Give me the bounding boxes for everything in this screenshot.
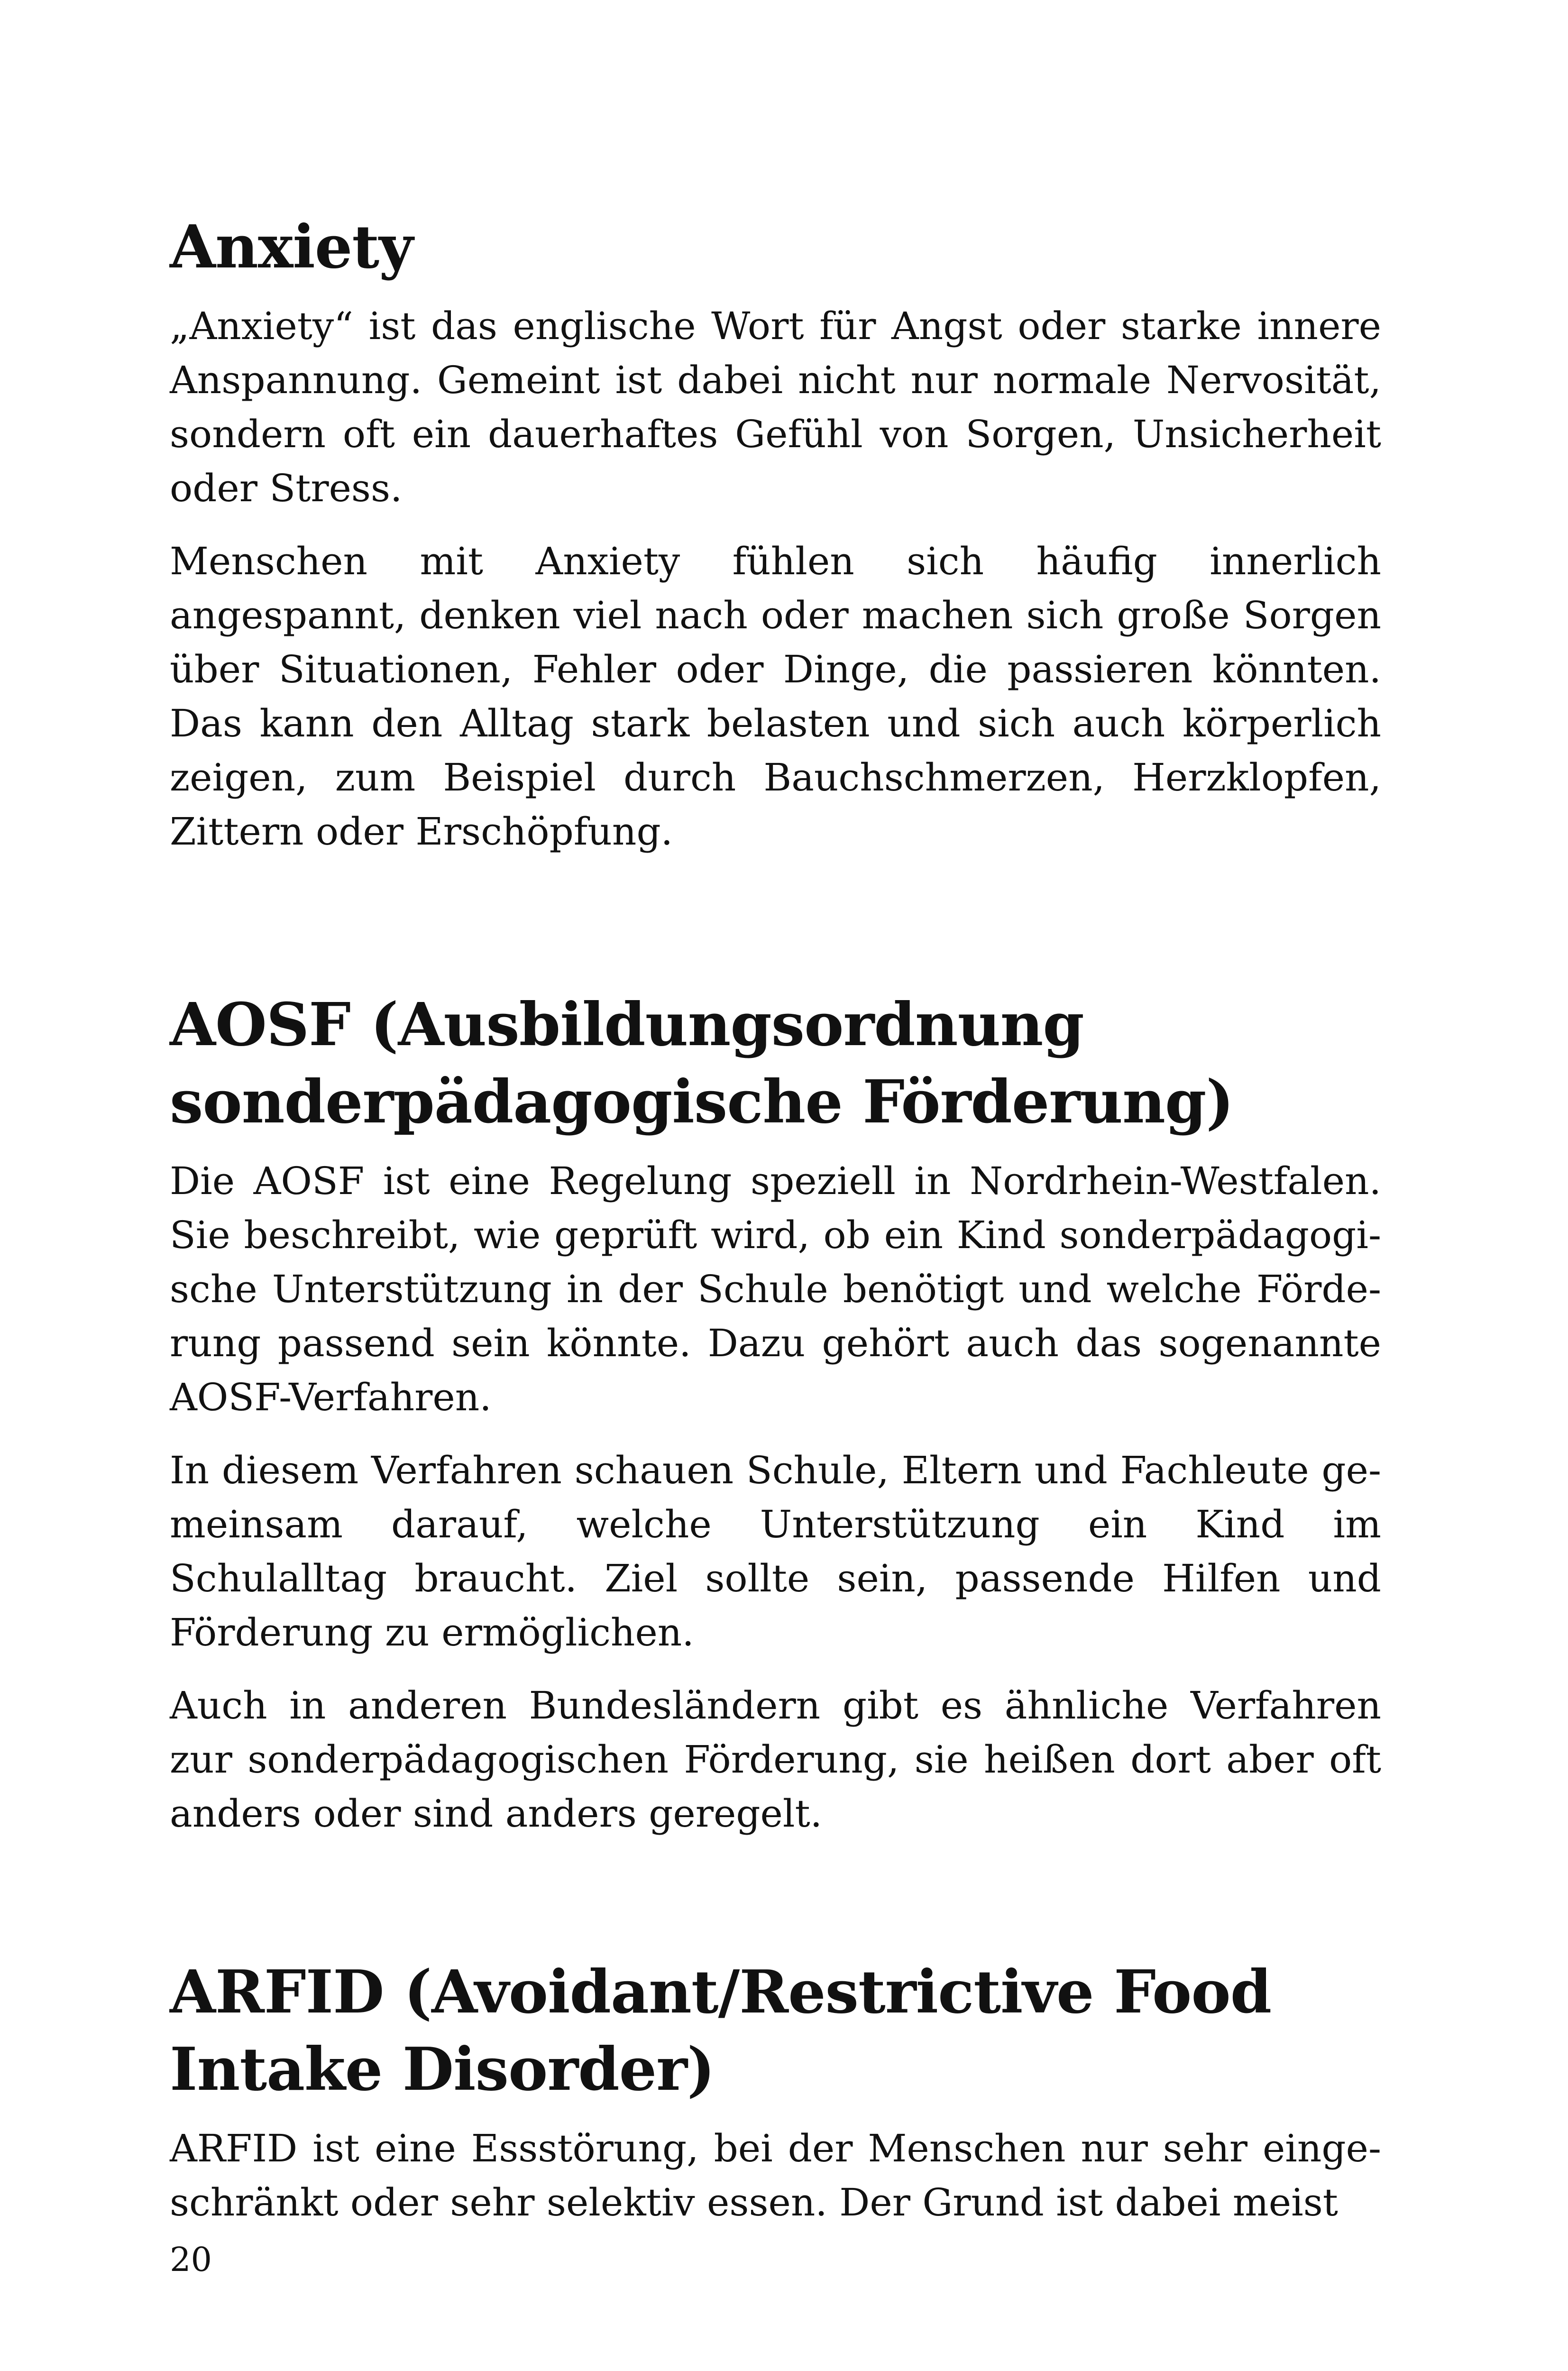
section-aosf (170, 986, 1381, 1860)
paragraph: Menschen mit Anxiety fühlen sich häufig innerlich angespannt, denken viel nach oder machen sich große Sorgen über Situationen, Fehler oder Dinge, die passieren könnten. Das kann den Alltag stark belasten und sich auch körperlich zeigen, zum Beispiel durch Bauchschmerzen, Herzklopfen, Zittern oder Erschöpfung. (170, 539, 1381, 854)
section-arfid (170, 1954, 1381, 2249)
paragraph: „Anxiety“ ist das englische Wort für Angst oder starke innere Anspannung. Gemeint ist dabei nicht nur normale Nervosität, sondern oft ein dauerhaftes Gefühl von Sorgen, Unsicherheit oder Stress. (170, 304, 1381, 510)
paragraph: Die AOSF ist eine Regelung speziell in Nordrhein-Westfalen. Sie beschreibt, wie geprüft wird, ob ein Kind sonderpädagogische Unterstützung in der Schule benötigt und welche Förderung passend sein könnte. Dazu gehört auch das sogenannte AOSF-Verfahren. (170, 1159, 1381, 1419)
section-anxiety (170, 209, 1381, 878)
paragraph: In diesem Verfahren schauen Schule, Eltern und Fachleute gemeinsam darauf, welche Unterstützung ein Kind im Schulalltag braucht. Ziel sollte sein, passende Hilfen und Förderung zu ermöglichen. (170, 1448, 1381, 1654)
book-page (170, 0, 1381, 2371)
section-heading: Anxiety (170, 212, 413, 282)
section-heading: AOSF (Ausbildungsordnung sonderpädagogische Förderung) (170, 990, 1234, 1137)
paragraph: ARFID ist eine Essstörung, bei der Menschen nur sehr eingeschränkt oder sehr selektiv essen. Der Grund ist dabei meist (170, 2126, 1381, 2224)
page-number: 20 (170, 2240, 212, 2279)
section-heading: ARFID (Avoidant/Restrictive Food Intake Disorder) (170, 1957, 1272, 2104)
paragraph: Auch in anderen Bundesländern gibt es ähnliche Verfahren zur sonderpädagogischen Förderung, sie heißen dort aber oft anders oder sind anders geregelt. (170, 1683, 1381, 1836)
